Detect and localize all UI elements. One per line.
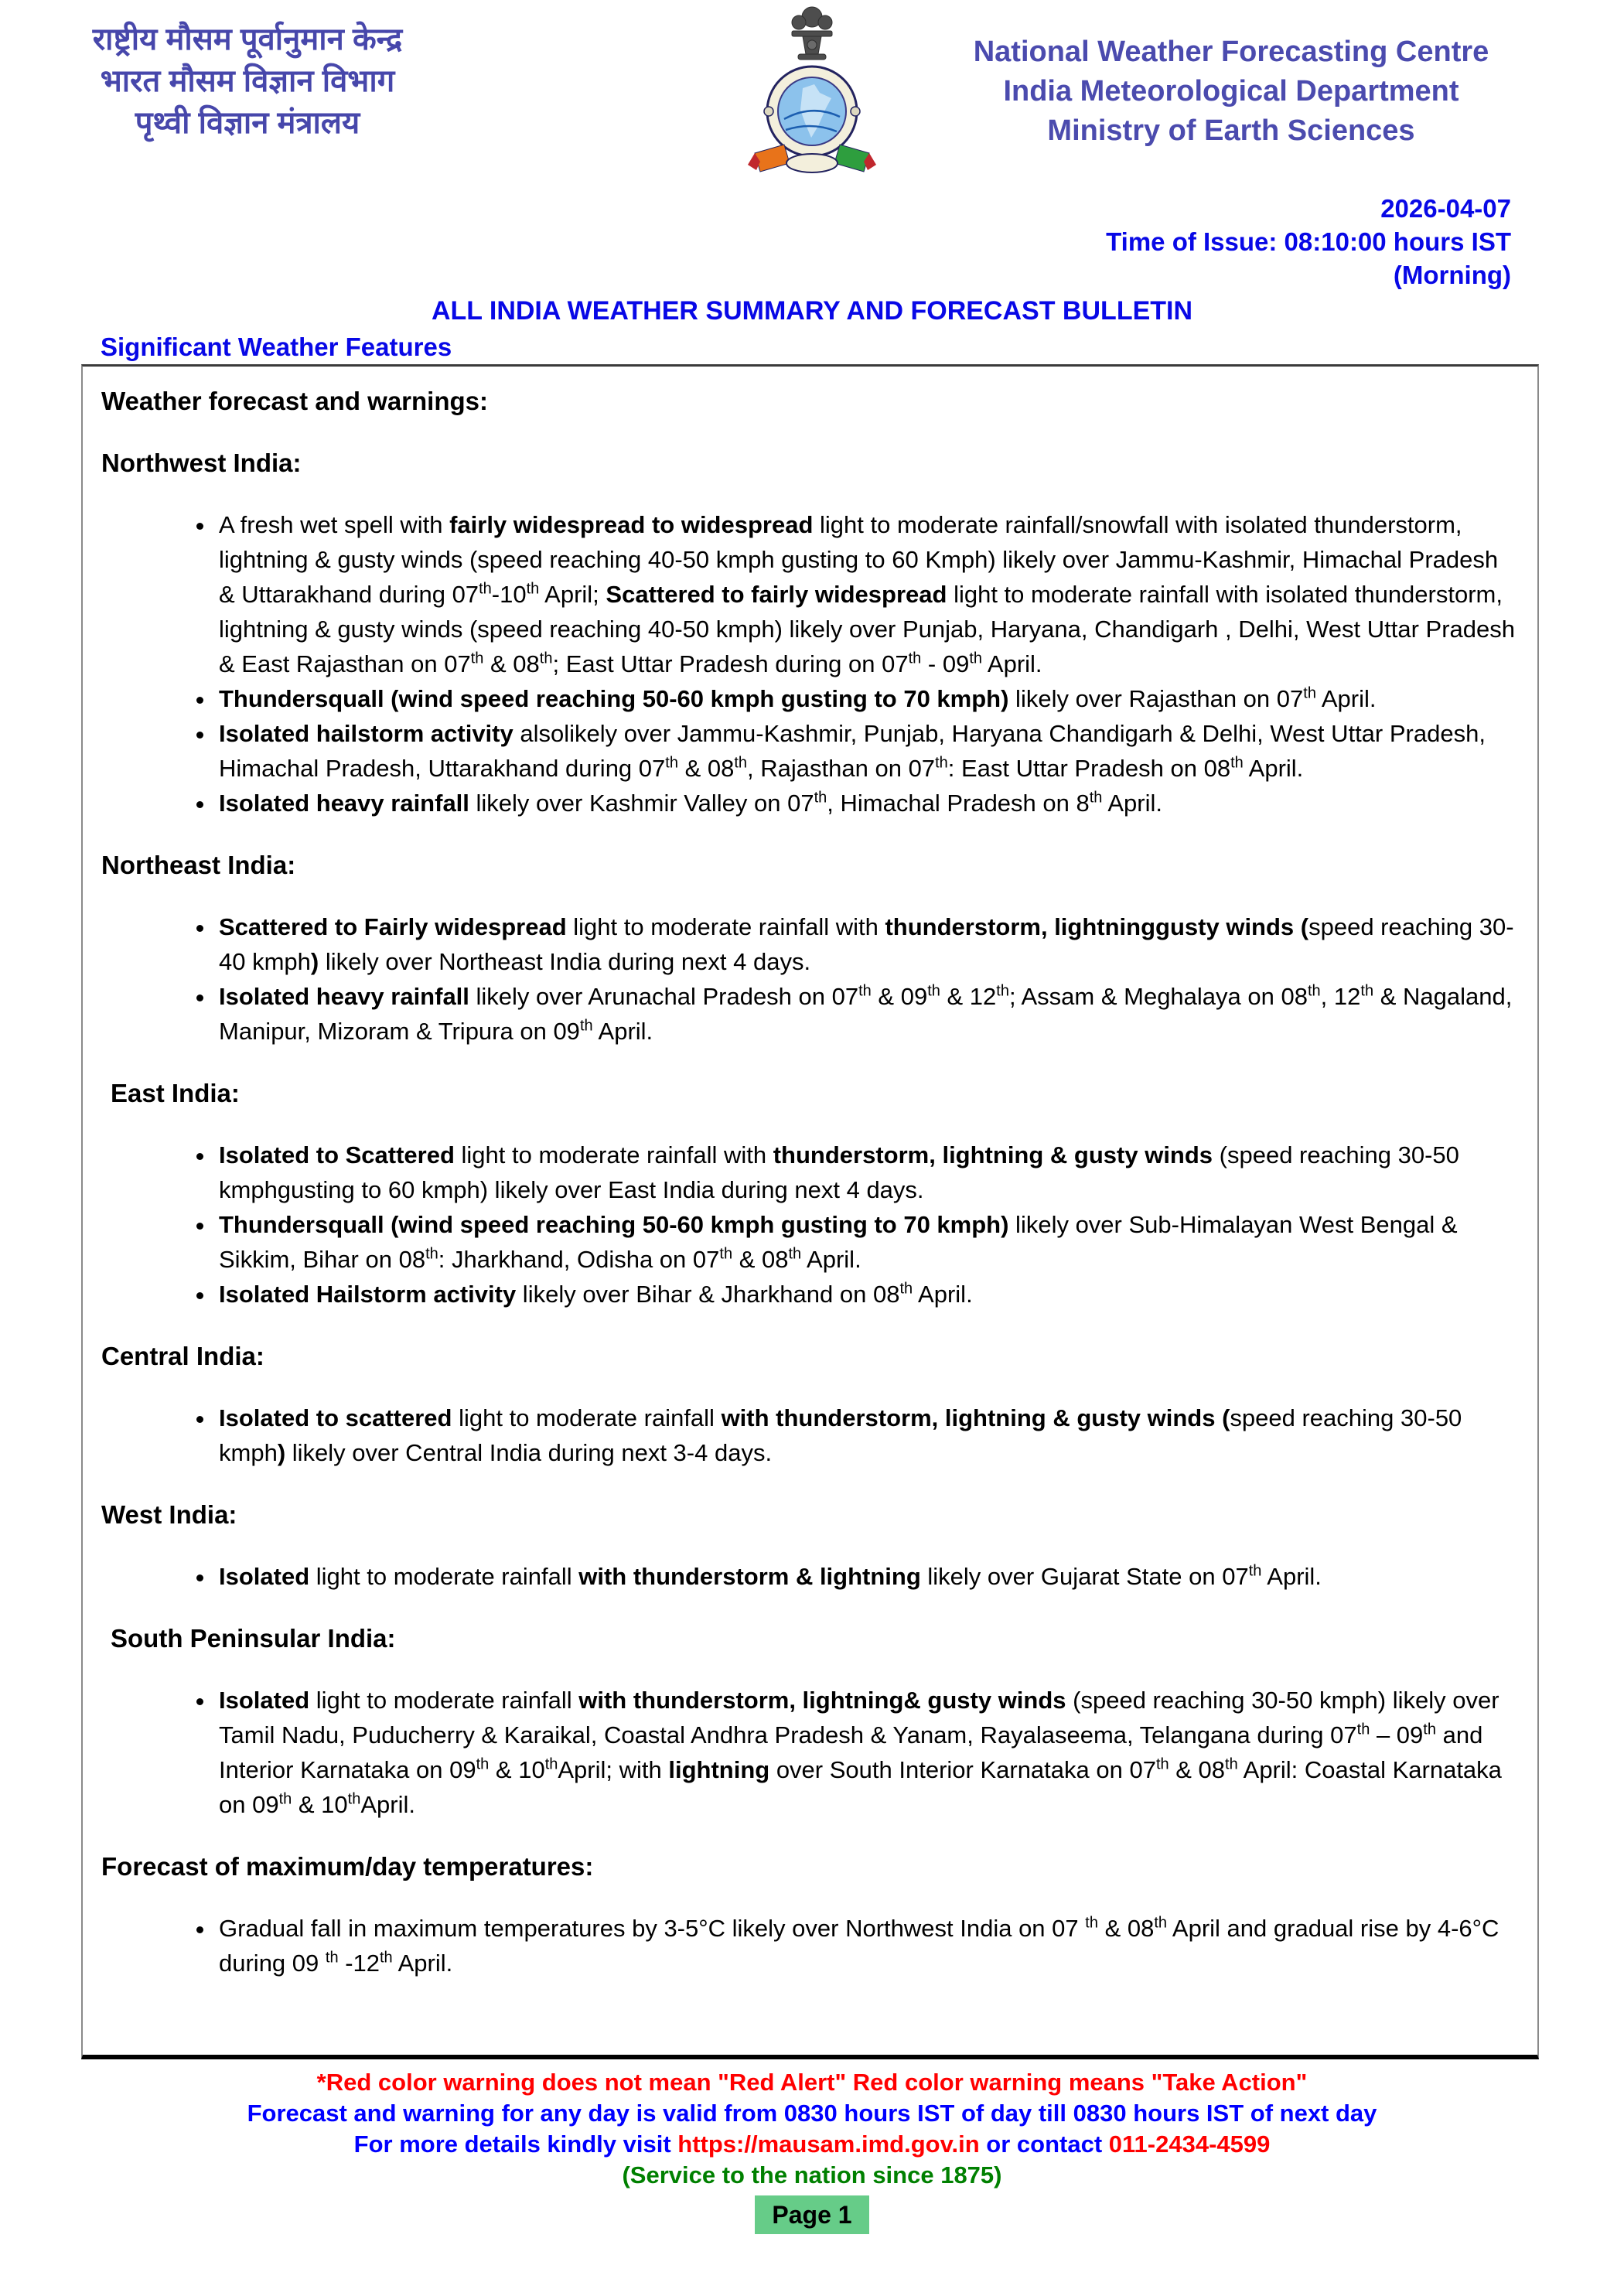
bullet-list <box>101 909 1517 1049</box>
superscript: th <box>1423 1721 1436 1738</box>
superscript: th <box>734 754 748 772</box>
text-run: 011-2434-4599 <box>1108 2131 1271 2158</box>
footer-link[interactable]: https://mausam.imd.gov.in <box>677 2131 980 2158</box>
text-run: April. <box>1243 755 1304 782</box>
bullet-list <box>101 1400 1517 1470</box>
superscript: th <box>788 1245 802 1263</box>
text-run: Gradual fall in maximum temperatures by 3-5°C likely over Northwest India on 07 <box>219 1915 1086 1942</box>
superscript: th <box>1303 684 1316 702</box>
superscript: th <box>544 1755 558 1773</box>
org-name-hindi-line3: पृथ्वी विज्ञान मंत्रालय <box>135 106 360 140</box>
org-name-hindi-line2: भारत मौसम विज्ञान विभाग <box>100 64 395 98</box>
superscript: th <box>1089 789 1103 807</box>
bullet-item <box>216 1683 1517 1822</box>
superscript: th <box>996 982 1009 1000</box>
bullet-list <box>101 1559 1517 1594</box>
superscript: th <box>1230 754 1244 772</box>
text-run: ; East Uttar Pradesh during on 07 <box>552 650 909 677</box>
weather-forecast-box <box>81 364 1539 2059</box>
text-run: (Service to the nation since 1875) <box>622 2161 1002 2189</box>
header <box>0 0 1624 192</box>
superscript: th <box>1307 982 1321 1000</box>
text-run: April. <box>392 1950 453 1977</box>
text-run: -12 <box>338 1950 380 1977</box>
section-heading: West India: <box>101 1500 237 1529</box>
text-run: light to moderate rainfall/snowfall with isolated thunderstorm, lightning & gusty winds (speed reaching 40-50 kmph gusting to 60 Kmph) likely over Jammu-Kashmir, Himachal Pradesh & Uttarakhand during 07 <box>219 511 1499 608</box>
text-run: April. <box>1261 1563 1322 1590</box>
superscript: th <box>325 1949 339 1967</box>
superscript: th <box>1248 1562 1262 1580</box>
footer-validity-note <box>0 2098 1624 2129</box>
superscript: th <box>899 1280 913 1298</box>
text-run: ) <box>277 1439 286 1466</box>
text-run: likely over Central India during next 3-4 days. <box>285 1439 773 1466</box>
text-run: Isolated to Scattered <box>219 1141 455 1168</box>
text-run: lightning <box>668 1756 770 1783</box>
section-heading: Northeast India: <box>101 851 296 879</box>
text-run: likely over Sub-Himalayan West Bengal & Sikkim, Bihar on 08 <box>219 1211 1458 1273</box>
superscript: th <box>1155 1755 1169 1773</box>
text-run: April. <box>360 1791 415 1818</box>
superscript: th <box>479 580 492 598</box>
bullet-item <box>216 1559 1517 1594</box>
text-run: Isolated hailstorm activity <box>219 720 513 747</box>
text-run: likely over Rajasthan on 07 <box>1008 685 1304 712</box>
superscript: th <box>1225 1755 1238 1773</box>
superscript: th <box>526 580 540 598</box>
issue-time: Time of Issue: 08:10:00 hours IST <box>1106 227 1511 256</box>
issue-info <box>0 192 1624 292</box>
text-run: Scattered to fairly widespread <box>606 581 947 608</box>
text-run: & 08 <box>1097 1915 1155 1942</box>
text-run: -10 <box>491 581 527 608</box>
text-run: with thunderstorm, lightning & gusty winds ( <box>721 1404 1230 1431</box>
superscript: th <box>425 1245 438 1263</box>
text-run: likely over Bihar & Jharkhand on 08 <box>516 1281 900 1308</box>
issue-session: (Morning) <box>1393 261 1511 289</box>
text-run: speed reaching 30-40 kmph <box>219 913 1514 975</box>
text-run: Scattered to Fairly widespread <box>219 913 567 940</box>
text-run: & 10 <box>489 1756 545 1783</box>
text-run: & 08 <box>1169 1756 1226 1783</box>
bullet-item <box>216 1207 1517 1277</box>
text-run: & Nagaland, Manipur, Mizoram & Tripura on 09 <box>219 983 1513 1045</box>
superscript: th <box>908 650 922 667</box>
org-name-line2: India Meteorological Department <box>1003 75 1459 107</box>
superscript: th <box>1356 1721 1370 1738</box>
text-run: - 09 <box>921 650 970 677</box>
bullet-item <box>216 1138 1517 1207</box>
text-run: thunderstorm, lightning & gusty winds <box>773 1141 1213 1168</box>
text-run: April: Coastal Karnataka on 09 <box>219 1756 1502 1818</box>
text-run: *Red color warning does not mean "Red Alert" Red color warning means "Take Action" <box>316 2069 1308 2096</box>
superscript: th <box>579 1017 593 1035</box>
text-run: April. <box>592 1018 653 1045</box>
superscript: th <box>858 982 872 1000</box>
text-run: and Interior Karnataka on 09 <box>219 1721 1483 1783</box>
superscript: th <box>814 789 827 807</box>
text-run: fairly widespread to widespread <box>449 511 814 538</box>
text-run: light to moderate rainfall <box>309 1563 579 1590</box>
text-run: & 08 <box>483 650 540 677</box>
text-run: April; with <box>558 1756 669 1783</box>
bullet-item <box>216 1400 1517 1470</box>
text-run: : Jharkhand, Odisha on 07 <box>438 1246 720 1273</box>
text-run: ; Assam & Meghalaya on 08 <box>1008 983 1308 1010</box>
text-run: For more details kindly visit <box>353 2131 678 2158</box>
text-run: (speed reaching 30-50 kmphgusting to 60 kmph) likely over East India during next 4 days. <box>219 1141 1459 1203</box>
text-run: Isolated heavy rainfall <box>219 790 469 817</box>
text-run: Isolated Hailstorm activity <box>219 1281 517 1308</box>
org-name-line1: National Weather Forecasting Centre <box>973 36 1489 68</box>
superscript: th <box>278 1790 292 1808</box>
text-run: : East Uttar Pradesh on 08 <box>947 755 1231 782</box>
text-run: or contact <box>979 2131 1109 2158</box>
bullet-item <box>216 979 1517 1049</box>
box-title: Weather forecast and warnings: <box>101 387 489 415</box>
text-run: April. <box>913 1281 973 1308</box>
superscript: th <box>539 650 553 667</box>
text-run: speed reaching 30-50 kmph <box>219 1404 1462 1466</box>
imd-emblem-icon <box>741 3 883 189</box>
text-run: light to moderate rainfall <box>309 1687 579 1714</box>
bullet-list <box>101 1683 1517 1822</box>
text-run: Thundersquall (wind speed reaching 50-60 kmph gusting to 70 kmph) <box>219 685 1009 712</box>
text-run: light to moderate rainfall <box>452 1404 722 1431</box>
text-run: , Himachal Pradesh on 8 <box>827 790 1090 817</box>
org-name-hindi-line1: राष्ट्रीय मौसम पूर्वानुमान केन्द्र <box>92 22 403 56</box>
bullet-list <box>101 507 1517 820</box>
text-run: & 12 <box>940 983 997 1010</box>
text-run: likely over Kashmir Valley on 07 <box>469 790 814 817</box>
superscript: th <box>665 754 678 772</box>
page-badge-row <box>0 2195 1624 2234</box>
section-heading: East India: <box>111 1079 240 1107</box>
text-run: light to moderate rainfall with <box>566 913 885 940</box>
text-run: Isolated <box>219 1563 310 1590</box>
section-heading: Northwest India: <box>101 449 302 477</box>
superscript: th <box>1154 1914 1168 1932</box>
text-run: & 09 <box>871 983 928 1010</box>
text-run: ) <box>310 948 319 975</box>
text-run: , 12 <box>1320 983 1361 1010</box>
text-run: A fresh wet spell with <box>219 511 450 538</box>
bullet-item <box>216 681 1517 716</box>
text-run: Forecast and warning for any day is valid from 0830 hours IST of day till 0830 hours IST of next day <box>247 2100 1377 2127</box>
text-run: thunderstorm, lightninggusty winds ( <box>885 913 1309 940</box>
text-run: , Rajasthan on 07 <box>747 755 936 782</box>
footer <box>0 2067 1624 2191</box>
significant-weather-features-label: Significant Weather Features <box>101 333 452 361</box>
superscript: th <box>380 1949 393 1967</box>
text-run: – 09 <box>1370 1721 1424 1748</box>
text-run: alsolikely over Jammu-Kashmir, Punjab, Haryana Chandigarh & Delhi, West Uttar Pradesh, Himachal Pradesh, Uttarakhand during 07 <box>219 720 1486 782</box>
text-run: April. <box>801 1246 861 1273</box>
text-run: likely over Arunachal Pradesh on 07 <box>469 983 859 1010</box>
section-heading: Central India: <box>101 1342 264 1370</box>
superscript: th <box>470 650 484 667</box>
text-run: over South Interior Karnataka on 07 <box>769 1756 1156 1783</box>
superscript: th <box>927 982 940 1000</box>
bullet-item <box>216 507 1517 681</box>
sections <box>101 445 1517 1980</box>
bullet-item <box>216 1277 1517 1312</box>
text-run: Thundersquall (wind speed reaching 50-60 kmph gusting to 70 kmph) <box>219 1211 1009 1238</box>
text-run: April and gradual rise by 4-6°C during 09 <box>219 1915 1499 1977</box>
org-name-english <box>953 32 1510 151</box>
footer-contact-note <box>0 2129 1624 2160</box>
bullet-item <box>216 716 1517 786</box>
bullet-list <box>101 1138 1517 1312</box>
text-run: likely over Gujarat State on 07 <box>920 1563 1249 1590</box>
text-run: likely over Northeast India during next 4 days. <box>319 948 811 975</box>
text-run: & 08 <box>732 1246 789 1273</box>
bullet-item <box>216 786 1517 820</box>
superscript: th <box>969 650 982 667</box>
page-number-badge: Page 1 <box>755 2195 868 2234</box>
superscript: th <box>347 1790 361 1808</box>
text-run: (speed reaching 30-50 kmph) likely over Tamil Nadu, Puducherry & Karaikal, Coastal Andhra Pradesh & Yanam, Rayalaseema, Telangana during 07 <box>219 1687 1499 1748</box>
text-run: April. <box>982 650 1042 677</box>
text-run: with thunderstorm & lightning <box>578 1563 921 1590</box>
text-run: light to moderate rainfall with <box>454 1141 773 1168</box>
section-heading: Forecast of maximum/day temperatures: <box>101 1852 594 1881</box>
text-run: Isolated to scattered <box>219 1404 452 1431</box>
footer-service-note <box>0 2160 1624 2191</box>
superscript: th <box>1085 1914 1098 1932</box>
superscript: th <box>719 1245 733 1263</box>
page-title: ALL INDIA WEATHER SUMMARY AND FORECAST BULLETIN <box>431 296 1193 326</box>
bullet-item <box>216 1911 1517 1980</box>
text-run: April. <box>1102 790 1162 817</box>
imd-emblem-logo <box>741 3 883 189</box>
org-name-hindi <box>81 19 414 144</box>
text-run: light to moderate rainfall with isolated thunderstorm, lightning & gusty winds (speed reaching 40-50 kmph) likely over Punjab, Haryana, Chandigarh , Delhi, West Uttar Pradesh & East Rajasthan on 07 <box>219 581 1516 677</box>
text-run: April. <box>1315 685 1377 712</box>
issue-date: 2026-04-07 <box>1380 194 1511 223</box>
section-heading: South Peninsular India: <box>111 1624 396 1653</box>
superscript: th <box>476 1755 490 1773</box>
org-name-line3: Ministry of Earth Sciences <box>1047 114 1415 147</box>
text-run: Isolated <box>219 1687 310 1714</box>
text-run: & 08 <box>677 755 735 782</box>
text-run: with thunderstorm, lightning& gusty winds <box>578 1687 1066 1714</box>
text-run: April; <box>539 581 606 608</box>
superscript: th <box>1360 982 1374 1000</box>
footer-red-warning-note <box>0 2067 1624 2098</box>
bullet-item <box>216 909 1517 979</box>
text-run: & 10 <box>292 1791 348 1818</box>
text-run: Isolated heavy rainfall <box>219 983 469 1010</box>
bullet-list <box>101 1911 1517 1980</box>
superscript: th <box>935 754 948 772</box>
